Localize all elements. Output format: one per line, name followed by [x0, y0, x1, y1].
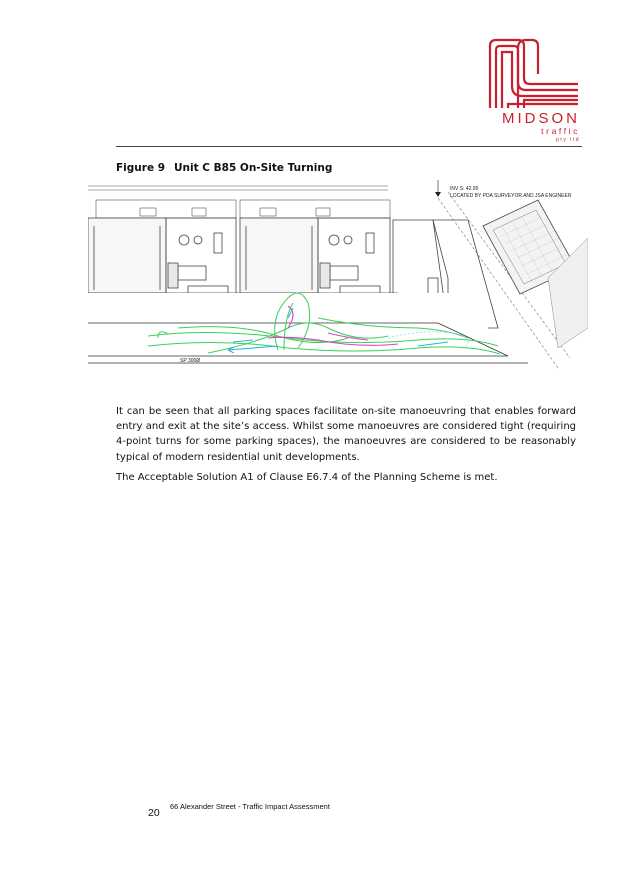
logo-subtitle-small: pty ltd [556, 137, 580, 143]
figure-title: Unit C B85 On-Site Turning [174, 162, 333, 174]
sp-label: SP 300Ø [180, 358, 201, 364]
located-label: LOCATED BY PDA SURVEYOR AND JSA ENGINEER [450, 193, 572, 199]
logo-subtitle: traffic [541, 126, 580, 136]
page-number: 20 [148, 807, 160, 819]
inv-label: INV S: 42.95 [450, 186, 479, 192]
figure-caption [116, 162, 332, 174]
body-paragraph-1: It can be seen that all parking spaces facilitate on-site manoeuvring that enables forward entry and exit at the site’s access. Whilst some manoeuvres are considered tight (requiring 4-point turns for some parking spaces), the manoeuvres are considered to be reasonably typical of modern residential unit developments. [116, 406, 576, 463]
footer-document-title: 66 Alexander Street - Traffic Impact Assessment [170, 802, 330, 811]
figure-number: Figure 9 [116, 162, 166, 174]
header-divider [116, 146, 582, 147]
site-plan-drawing [88, 178, 588, 376]
body-paragraph-2: The Acceptable Solution A1 of Clause E6.7.4 of the Planning Scheme is met. [116, 472, 498, 483]
logo-wordmark: MIDSON [502, 110, 580, 127]
